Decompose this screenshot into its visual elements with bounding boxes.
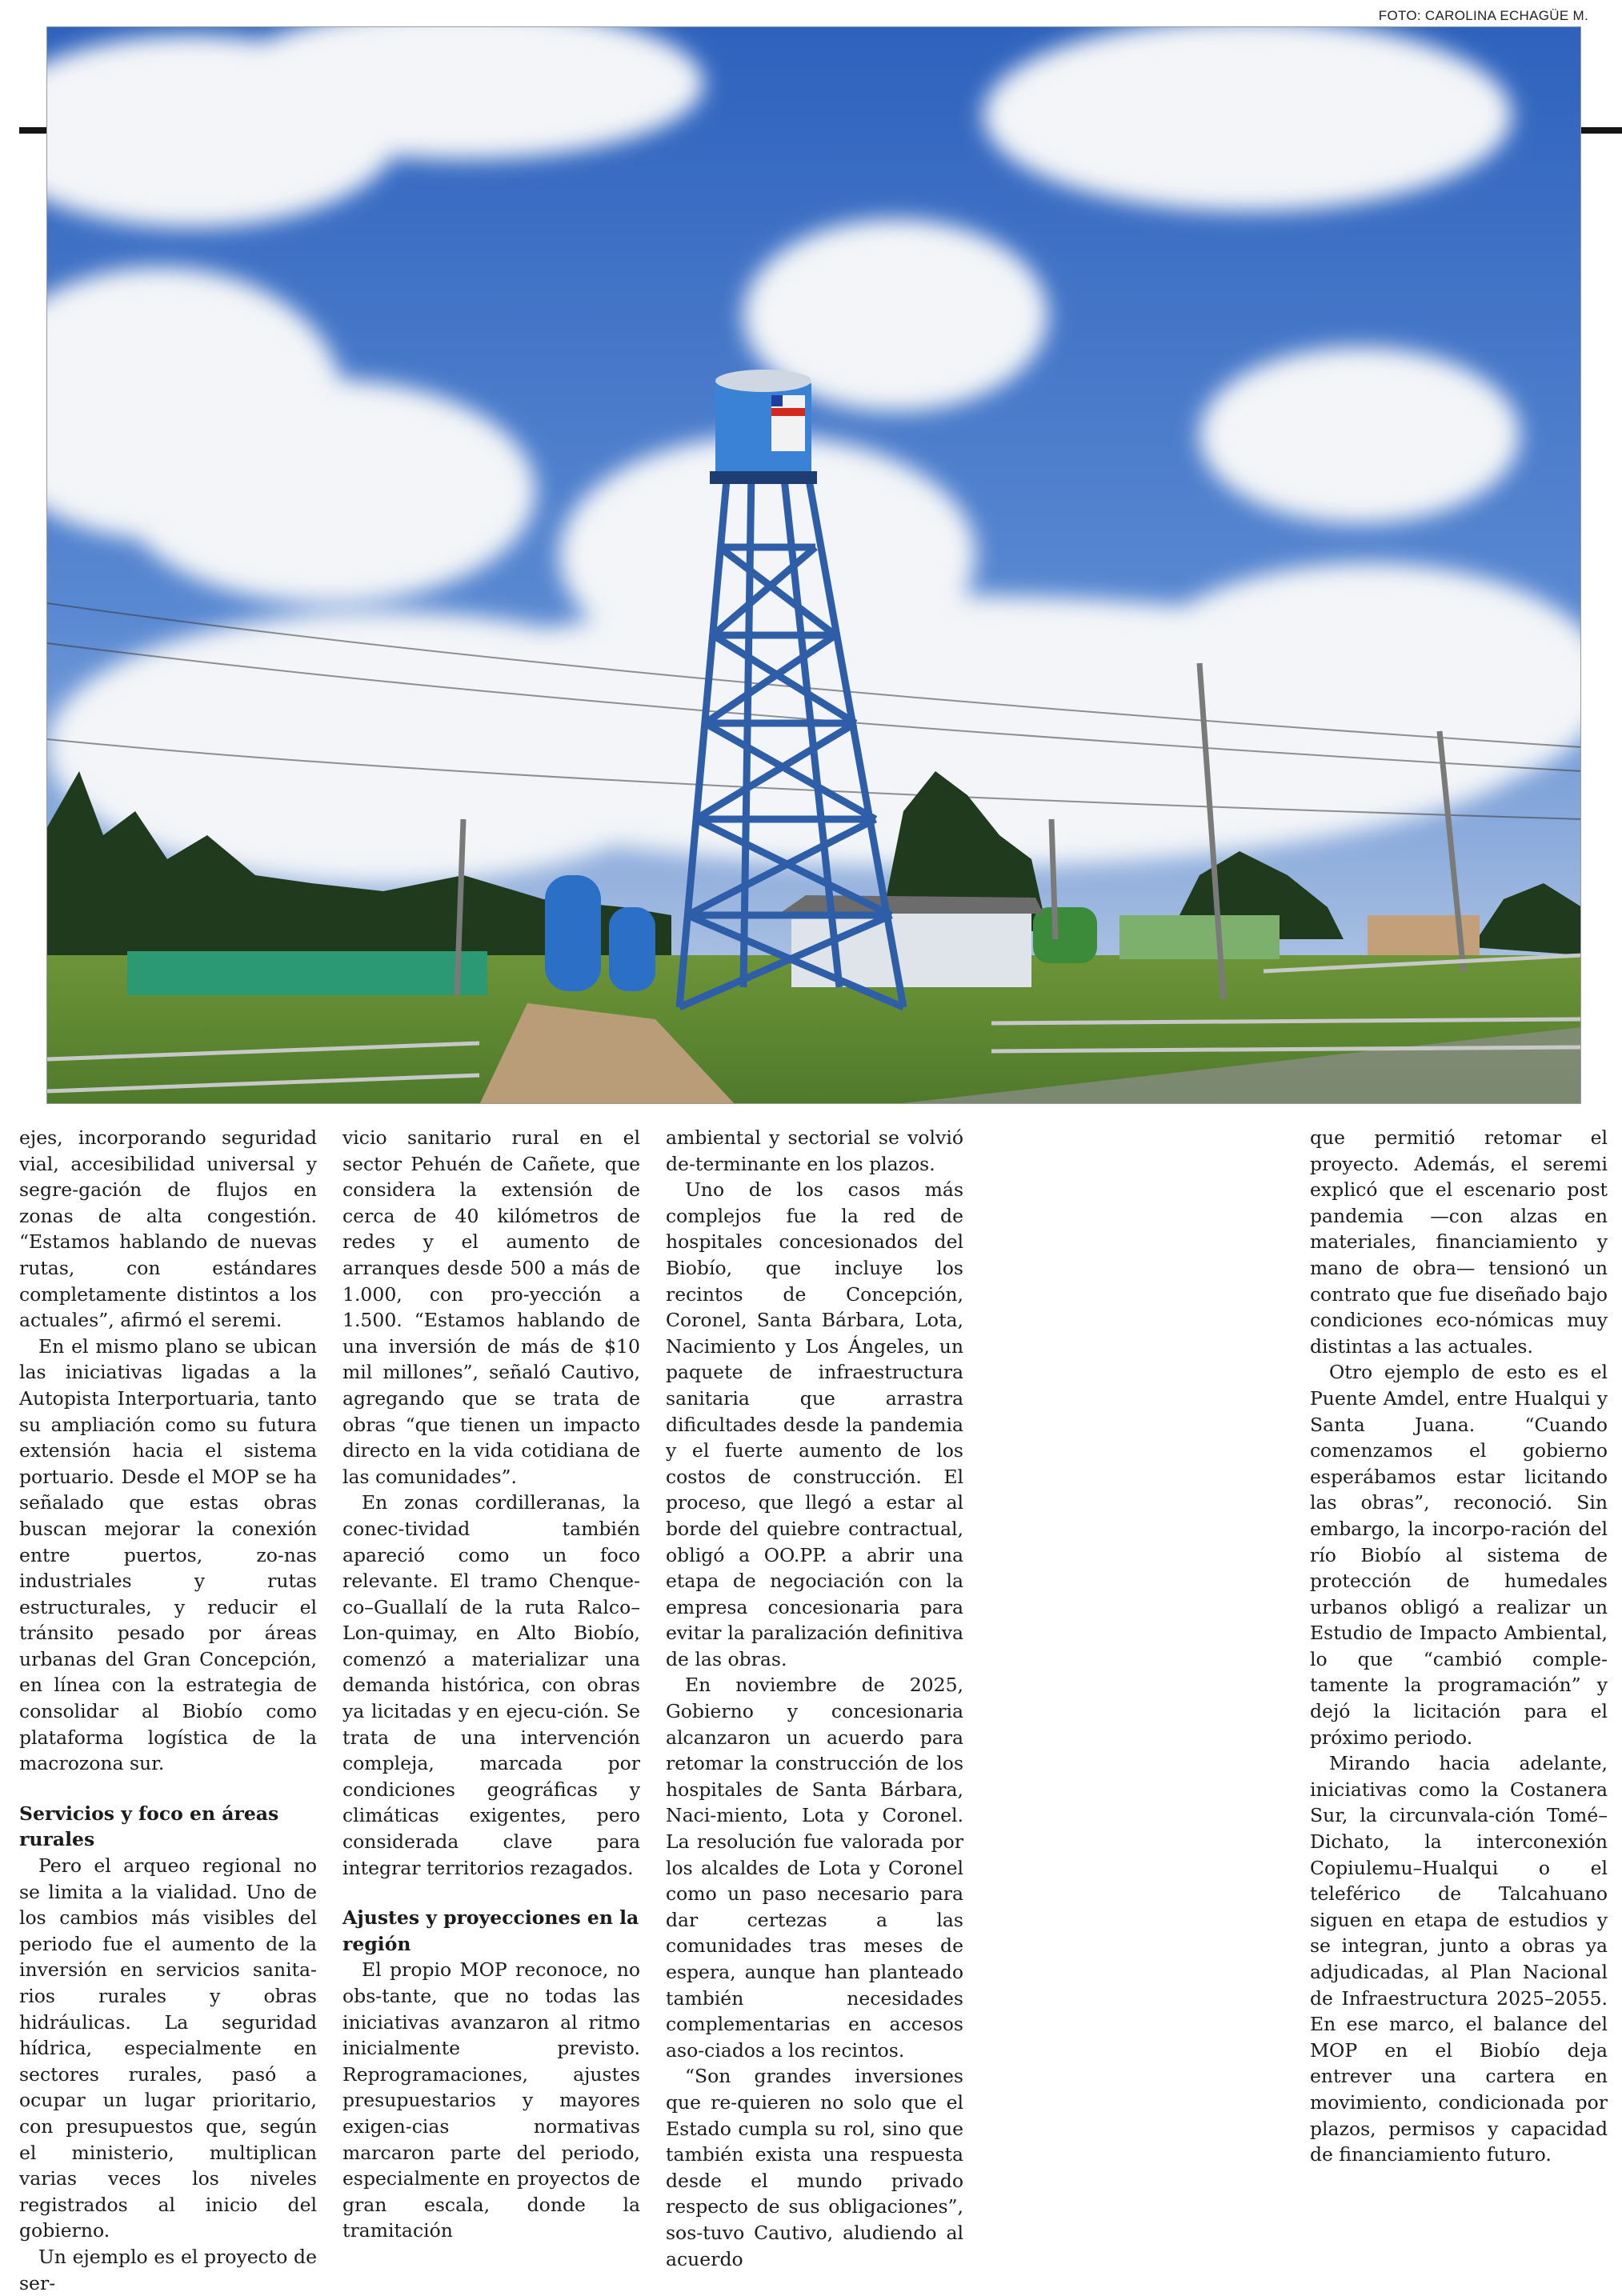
section-heading-adjustments: Ajustes y proyecciones en la región: [342, 1906, 639, 1955]
paragraph: Otro ejemplo de esto es el Puente Amdel, entre Hualqui y Santa Juana. “Cuando comenzamos el gobierno esperábamos estar licitando las obras”, reconoció. Sin embargo, la incorpo-ración del río Biobío al sistema de protección de humedales urbanos obligó a realizar un Estudio de Impacto Ambiental, lo que “cambió comple-tamente la programación” y dejó la licitación para el próximo periodo.: [1310, 1361, 1608, 1749]
paragraph: En el mismo plano se ubican las iniciativas ligadas a la Autopista Interportuaria, tanto su ampliación como su futura extensión hacia el sistema portuario. Desde el MOP se ha señalado que estas obras buscan mejorar la conexión entre puertos, zo-nas industriales y rutas estructurales, y reducir el tránsito pesado por áreas urbanas del Gran Concepción, en línea con la estrategia de consolidar al Biobío como plataforma logística de la macrozona sur.: [19, 1334, 317, 1775]
paragraph: Pero el arqueo regional no se limita a la vialidad. Uno de los cambios más visibles del periodo fue el aumento de la inversión en servicios sanita-rios rurales y obras hidráulicas. La seguridad hídrica, especialmente en sectores rurales, pasó a ocupar un lugar prioritario, con presupuestos que, según el ministerio, multiplican varias veces los niveles registrados al inicio del gobierno.: [19, 1854, 317, 2242]
paragraph: El propio MOP reconoce, no obs-tante, que no todas las iniciativas avanzaron al ritmo inicialmente previsto. Reprogramaciones, ajustes presupuestarios y mayores exigen-cias normativas marcaron parte del periodo, especialmente en proyectos de gran escala, donde la tramitación: [342, 1958, 640, 2242]
paragraph: que permitió retomar el proyecto. Además, el seremi explicó que el escenario post pandemia —con alzas en materiales, financiamiento y mano de obra— tensionó un contrato que fue diseñado bajo condiciones eco-nómicas muy distintas a las actuales.: [1310, 1126, 1608, 1358]
green-mesh-fence: [127, 951, 487, 995]
paragraph: ejes, incorporando seguridad vial, accesibilidad universal y segre-gación de flujos en zonas de alta congestión. “Estamos hablando de nuevas rutas, con estándares completamente distintos a los actuales”, afirmó el seremi.: [19, 1126, 317, 1332]
article-column-5: [1310, 1125, 1608, 2168]
article-column-3: [666, 1125, 963, 2272]
paragraph: Mirando hacia adelante, iniciativas como la Costanera Sur, la circunvala-ción Tomé–Dichato, la interconexión Copiulemu–Hualqui o el teleférico de Talcahuano siguen en etapa de estudios y se integran, junto a obras ya adjudicadas, al Plan Nacional de Infraestructura 2025–2055. En ese marco, el balance del MOP en el Biobío deja entrever una cartera en movimiento, condicionada por plazos, permisos y capacidad de financiamiento futuro.: [1310, 1752, 1608, 2166]
paragraph: vicio sanitario rural en el sector Pehuén de Cañete, que considera la extensión de cerca de 40 kilómetros de redes y el aumento de arranques desde 500 a más de 1.000, con pro-yección a 1.500. “Estamos hablando de una inversión de más de $10 mil millones”, señaló Cautivo, agregando que se trata de obras “que tienen un impacto directo en la vida cotidiana de las comunidades”.: [342, 1126, 640, 1488]
green-tank: [1033, 907, 1097, 963]
paragraph: En zonas cordilleranas, la conec-tividad también apareció como un foco relevante. El tramo Chenque-co–Guallalí de la ruta Ralco–Lon-quimay, en Alto Biobío, comenzó a materializar una demanda histórica, con obras ya licitadas y en ejecu-ción. Se trata de una intervención compleja, marcada por condiciones geográficas y climáticas exigentes, pero considerada clave para integrar territorios rezagados.: [342, 1491, 640, 1879]
paragraph: ambiental y sectorial se volvió de-terminante en los plazos.: [666, 1126, 963, 1175]
section-rule-left: [19, 127, 48, 134]
section-rule-right: [1581, 127, 1622, 134]
article-column-1: [19, 1125, 317, 2296]
paragraph: Uno de los casos más complejos fue la red de hospitales concesionados del Biobío, que incluye los recintos de Concepción, Coronel, Santa Bárbara, Lota, Nacimiento y Los Ángeles, un paquete de infraestructura sanitaria que arrastra dificultades desde la pandemia y el fuerte aumento de los costos de construcción. El proceso, que llegó a estar al borde del quiebre contractual, obligó a OO.PP. a abrir una etapa de negociación con la empresa concesionaria para evitar la paralización definitiva de las obras.: [666, 1178, 963, 1670]
paragraph: En noviembre de 2025, Gobierno y concesionaria alcanzaron un acuerdo para retomar la construcción de los hospitales de Santa Bárbara, Naci-miento, Lota y Coronel. La resolución fue valorada por los alcaldes de Lota y Coronel como un paso necesario para dar certezas a las comunidades tras meses de espera, aunque han planteado también necesidades complementarias en accesos aso-ciados a los recintos.: [666, 1674, 963, 2062]
water-tank-top: [710, 370, 817, 484]
water-tower-photo: [46, 26, 1581, 1104]
paragraph: “Son grandes inversiones que re-quieren no solo que el Estado cumpla su rol, sino que también exista una respuesta desde el mundo privado respecto de sus obligaciones”, sos-tuvo Cautivo, aludiendo al acuerdo: [666, 2065, 963, 2270]
paragraph: Un ejemplo es el proyecto de ser-: [19, 2245, 317, 2294]
section-heading-rural-services: Servicios y foco en áreas rurales: [19, 1802, 279, 1851]
photo-credit: FOTO: CAROLINA ECHAGÜE M.: [1378, 8, 1588, 23]
article-column-2: [342, 1125, 640, 2244]
photo-illustration: [47, 27, 1581, 1104]
